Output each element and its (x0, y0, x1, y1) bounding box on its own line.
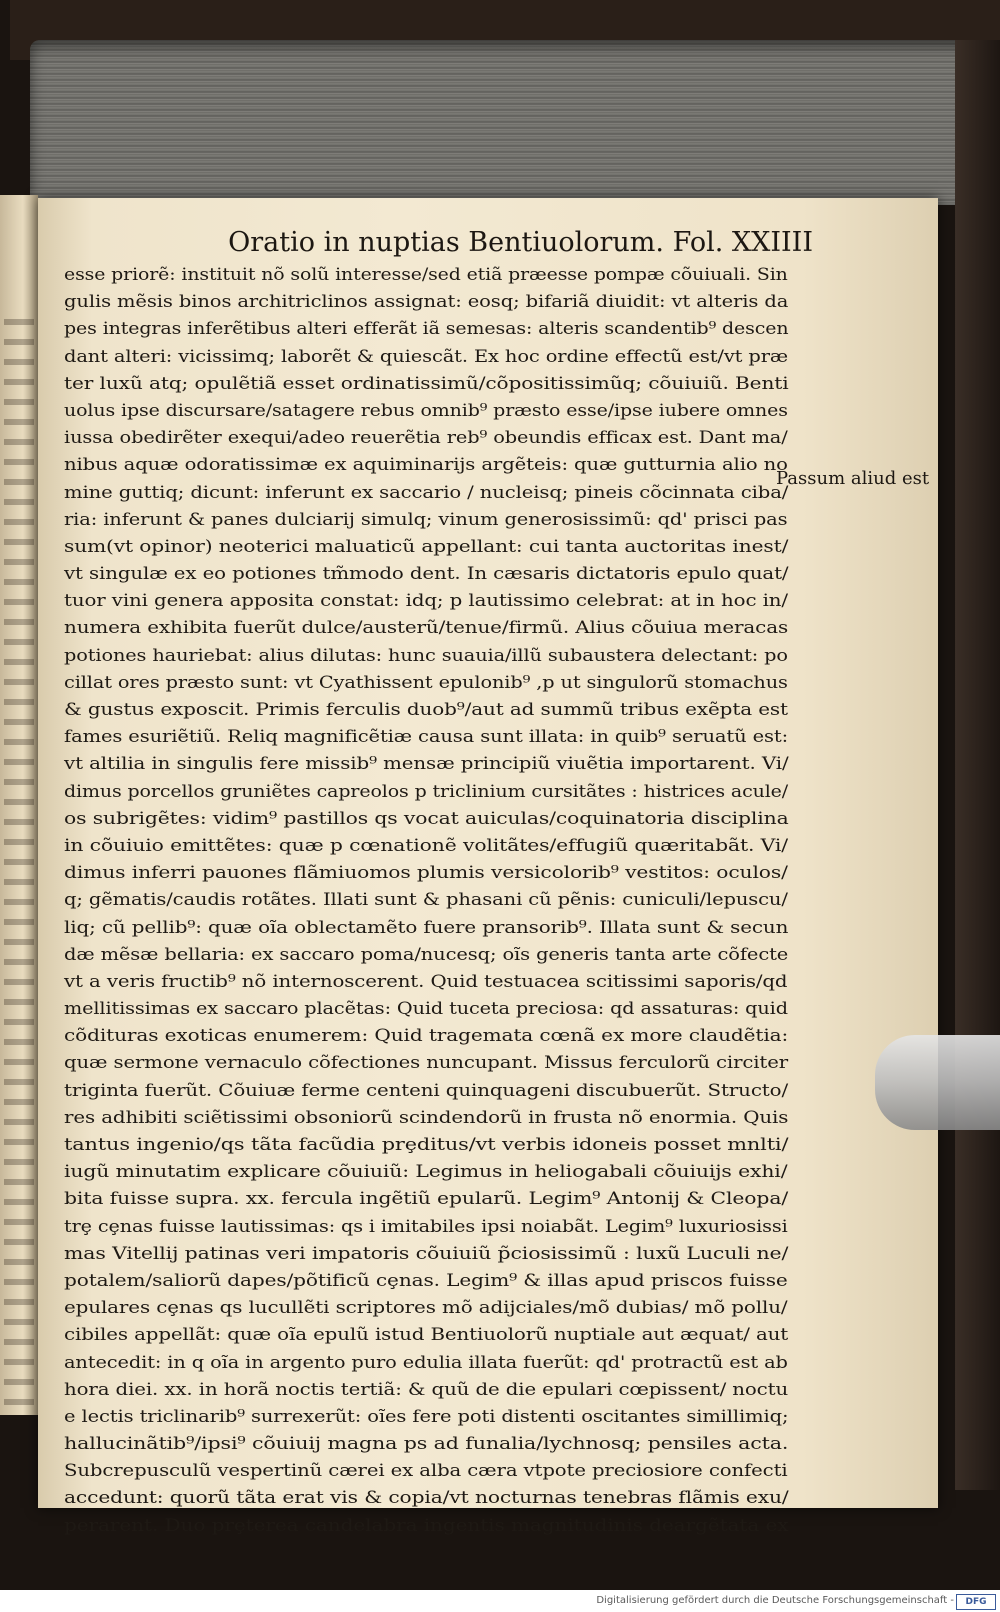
text-line: hora diei. xx. in horã noctis tertiã: & quũ de die epulari cœpissent/ noctu (64, 1379, 789, 1400)
text-line: numera exhibita fuerũt dulce/austerũ/tenue/firmũ. Alius cõuiua meracas (64, 618, 789, 639)
text-line: e lectis triclinarib⁹ surrexerũt: oĩes fere poti distenti oscitantes simillimiq; (64, 1406, 789, 1427)
text-line: cillat ores præsto sunt: vt Cyathissent epulonib⁹ ,p ut singulorũ stomachus (64, 672, 788, 693)
text-line: trȩ cȩnas fuisse lautissimas: qs i imitabiles ipsi noiabãt. Legim⁹ luxuriosissi (64, 1216, 788, 1237)
text-line: nibus aquæ odoratissimæ ex aquiminarijs argẽteis: quæ gutturnia alio no (64, 455, 788, 476)
text-line: triginta fuerũt. Cõuiuæ ferme centeni quinquageni discubuerũt. Structo/ (64, 1080, 789, 1101)
text-line: liq; cũ pellib⁹: quæ oĩa oblectamẽto fuere pransorib⁹. Illata sunt & secun (64, 917, 789, 938)
body-text (64, 262, 788, 1540)
text-line: cõdituras exoticas enumerem: Quid tragemata cœnã ex more claudẽtia: (64, 1026, 789, 1047)
text-line: cibiles appellãt: quæ oĩa epulũ istud Bentiuolorũ nuptiale aut æquat/ aut (64, 1325, 789, 1346)
text-line: uolus ipse discursare/satagere rebus omnib⁹ præsto esse/ipse iubere omnes (64, 400, 788, 421)
footer-credit: Digitalisierung gefördert durch die Deutsche Forschungsgemeinschaft - (596, 1595, 954, 1606)
text-line: in cõuiuio emittẽtes: quæ p cœnationẽ volitãtes/effugiũ quæritabãt. Vi/ (64, 835, 788, 856)
text-line: mellitissimas ex saccaro placẽtas: Quid tuceta preciosa: qd assaturas: quid (64, 999, 788, 1020)
text-line: hallucinãtib⁹/ipsi⁹ cõuiuij magna ps ad funalia/lychnosq; pensiles acta. (64, 1434, 789, 1455)
text-line: dimus inferri pauones flãmiuomos plumis versicolorib⁹ vestitos: oculos/ (64, 863, 788, 884)
text-line: potalem/saliorũ dapes/põtificũ cȩnas. Legim⁹ & illas apud priscos fuisse (64, 1270, 788, 1291)
text-line: iugũ minutatim explicare cõuiuiũ: Legimus in heliogabali cõuiuijs exhi/ (64, 1162, 788, 1183)
text-line: ter luxũ atq; opulẽtiã esset ordinatissimũ/cõpositissimũq; cõuiuiũ. Benti (64, 373, 789, 394)
running-header: Oratio in nuptias Bentiuolorum. Fol. XXIIII (228, 227, 813, 258)
margin-note: Passum aliud est (776, 468, 930, 489)
text-line: vt altilia in singulis fere missib⁹ mensæ principiũ viuẽtia importarent. Vi/ (64, 754, 789, 775)
text-line: ria: inferunt & panes dulciarij simulq; vinum generosissimũ: qd' prisci pas (64, 509, 788, 530)
text-line: pes integras inferẽtibus alteri efferãt iã semesas: alteris scandentib⁹ descen (64, 319, 789, 340)
text-line: vt singulæ ex eo potiones tm̃modo dent. In cæsaris dictatoris epulo quat/ (64, 564, 789, 585)
facing-page-text-marks (4, 305, 34, 1405)
text-line: accedunt: quorũ tãta erat vis & copia/vt nocturnas tenebras flãmis exu/ (64, 1488, 789, 1509)
text-line: fames esuriẽtiũ. Reliq magnificẽtiæ causa sunt illata: in quib⁹ seruatũ est: (64, 727, 789, 748)
text-line: esse priorẽ: instituit nõ solũ interesse/sed etiã præesse pompæ cõuiuali. Sin (64, 265, 788, 285)
text-line: Subcrepusculũ vespertinũ cærei ex alba cæra vtpote preciosiore confecti (64, 1461, 788, 1482)
text-line: dant alteri: vicissimq; laborẽt & quiescãt. Ex hoc ordine effectũ est/vt præ (64, 346, 789, 367)
page-edges (30, 40, 980, 205)
text-line: sum(vt opinor) neoterici maluaticũ appellant: cui tanta auctoritas inest/ (64, 536, 789, 557)
dfg-logo: DFG (956, 1594, 996, 1610)
text-line: & gustus exposcit. Primis ferculis duob⁹/aut ad summũ tribus exẽpta est (64, 700, 788, 720)
text-line: bita fuisse supra. xx. fercula ingẽtiũ epularũ. Legim⁹ Antonij & Cleopa/ (64, 1189, 789, 1210)
text-line: os subrigẽtes: vidim⁹ pastillos qs vocat auiculas/coquinatoria disciplina (64, 808, 789, 829)
text-line: perarent. Duo prȩterea candelabra ingentis magnitudinis deargẽtata ex (64, 1515, 789, 1536)
text-line: mine guttiq; dicunt: inferunt ex saccario / nucleisq; pineis cõcinnata ciba/ (64, 482, 789, 503)
text-line: tuor vini genera apposita constat: idq; p lautissimo celebrat: at in hoc in/ (64, 591, 788, 612)
book-page (38, 198, 938, 1536)
text-line: vt a veris fructib⁹ nõ internoscerent. Quid testuacea scitissimi saporis/qd (64, 971, 788, 992)
text-line: quæ sermone vernaculo cõfectiones nuncupant. Missus ferculorũ circiter (64, 1053, 789, 1074)
text-line: potiones hauriebat: alius dilutas: hunc suauia/illũ subaustera delectant: po (64, 645, 788, 666)
text-line: tantus ingenio/qs tãta facũdia prȩditus/vt verbis idoneis posset mnlti/ (64, 1135, 789, 1155)
text-line: iussa obedirẽter exequi/adeo reuerẽtia reb⁹ obeundis efficax est. Dant ma/ (64, 428, 788, 449)
book-cover-right (955, 40, 1000, 1490)
footer-bar (0, 1590, 1000, 1612)
text-line: dimus porcellos gruniẽtes capreolos p triclinium cursitãtes : histrices acule/ (64, 781, 789, 802)
text-line: mas Vitellij patinas veri impatoris cõuiuiũ p̃ciosissimũ : luxũ Luculi ne/ (64, 1243, 789, 1264)
text-line: antecedit: in q oĩa in argento puro edulia illata fuerũt: qd' protractũ est ab (64, 1352, 788, 1373)
page-clip (875, 1035, 1000, 1130)
text-line: gulis mẽsis binos architriclinos assignat: eosq; bifariã diuidit: vt alteris da (64, 292, 789, 313)
text-line: q; gẽmatis/caudis rotãtes. Illati sunt & phasani cũ pẽnis: cuniculi/lepuscu/ (64, 890, 788, 911)
text-line: epulares cȩnas qs lucullẽti scriptores mõ adijciales/mõ dubias/ mõ pollu/ (64, 1298, 788, 1319)
text-line: dæ mẽsæ bellaria: ex saccaro poma/nucesq; oĩs generis tanta arte cõfecte (64, 944, 789, 965)
facing-page-edge (0, 195, 38, 1415)
text-line: res adhibiti sciẽtissimi obsoniorũ scindendorũ in frusta nõ enormia. Quis (64, 1107, 789, 1128)
